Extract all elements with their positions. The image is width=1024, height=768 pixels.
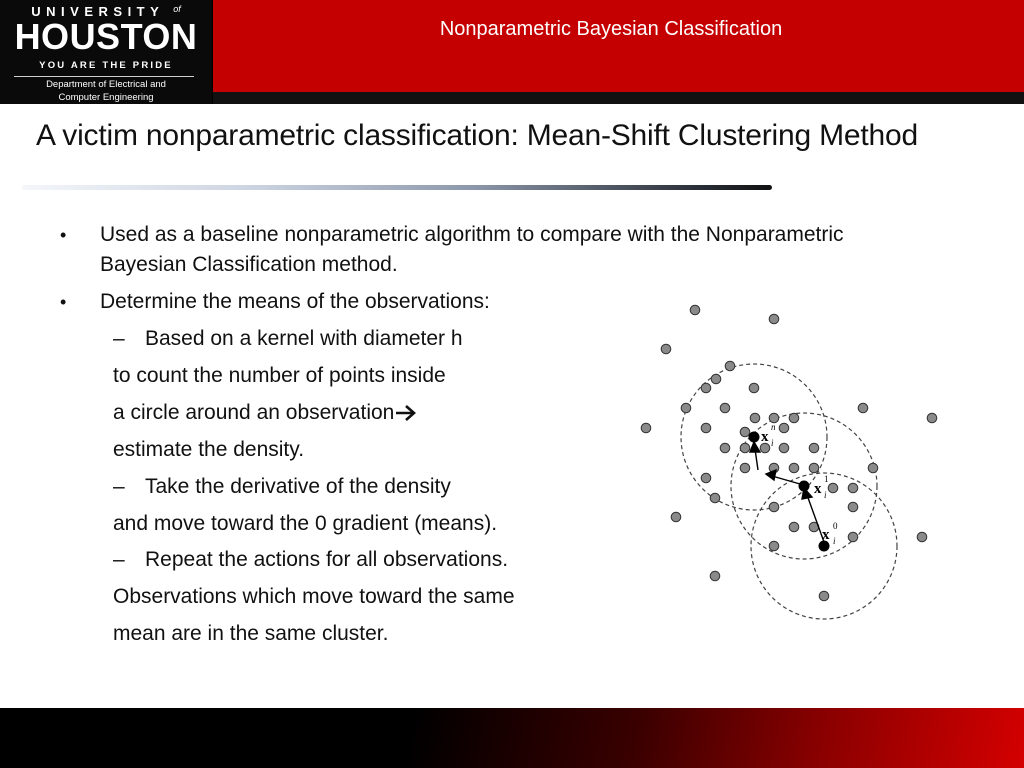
dash-marker: – xyxy=(113,548,125,571)
sub-bullet-2-cont-1: and move toward the 0 gradient (means). xyxy=(113,512,498,535)
observation-point xyxy=(848,483,858,493)
observation-point xyxy=(740,443,750,453)
dash-marker: – xyxy=(113,475,125,498)
observation-point xyxy=(917,532,927,542)
bullet-marker: • xyxy=(60,225,67,245)
sub-bullet-1-cont-3: estimate the density. xyxy=(113,438,305,461)
observation-point xyxy=(848,532,858,542)
label-x-1: x xyxy=(814,481,822,497)
observation-point xyxy=(710,493,720,503)
observation-point xyxy=(701,423,711,433)
observation-point xyxy=(720,443,730,453)
label-sub-i: i xyxy=(833,536,836,546)
observation-point xyxy=(769,502,779,512)
observation-point xyxy=(681,403,691,413)
bullet-marker: • xyxy=(60,292,67,312)
slide-footer xyxy=(0,708,1024,768)
bullet-1-line-2: Bayesian Classification method. xyxy=(100,253,398,276)
label-sub-i: i xyxy=(824,490,827,500)
observation-point xyxy=(819,591,829,601)
observation-point xyxy=(749,383,759,393)
observation-point xyxy=(701,473,711,483)
sub-bullet-2: Take the derivative of the density xyxy=(145,475,451,498)
observation-point xyxy=(779,443,789,453)
observation-point xyxy=(779,423,789,433)
observation-point xyxy=(789,522,799,532)
presentation-title: Nonparametric Bayesian Classification xyxy=(439,18,783,40)
logo-houston-text: HOUSTON xyxy=(14,16,198,57)
label-x-n: x xyxy=(761,429,769,445)
label-sup-1: 1 xyxy=(824,474,829,484)
right-arrow-icon xyxy=(395,404,417,422)
dash-marker: – xyxy=(113,327,125,350)
label-x-0: x xyxy=(822,527,830,543)
observation-point xyxy=(740,427,750,437)
observation-point xyxy=(725,361,735,371)
observation-point xyxy=(868,463,878,473)
observation-point xyxy=(927,413,937,423)
bullet-1-line-1: Used as a baseline nonparametric algorithm to compare with the Nonparametric xyxy=(100,223,844,246)
observation-point xyxy=(740,463,750,473)
sub-bullet-1-cont-1: to count the number of points inside xyxy=(113,364,446,387)
observation-point xyxy=(720,403,730,413)
observation-point xyxy=(641,423,651,433)
mean-shift-diagram xyxy=(630,290,950,630)
shift-arrow-1-to-c xyxy=(772,476,800,484)
observation-point xyxy=(711,374,721,384)
mean-point-xn xyxy=(749,432,760,443)
observation-point xyxy=(789,463,799,473)
shift-point-x1 xyxy=(799,481,810,492)
arrowhead-icon xyxy=(750,442,760,452)
observation-point xyxy=(701,383,711,393)
observation-point xyxy=(750,413,760,423)
label-sup-n: n xyxy=(771,422,776,432)
observation-point xyxy=(690,305,700,315)
arrowhead-icon xyxy=(766,470,776,480)
observation-point xyxy=(661,344,671,354)
department-name: Department of Electrical and Computer Engineering xyxy=(46,79,166,103)
observation-point xyxy=(710,571,720,581)
observation-point xyxy=(769,541,779,551)
sub-bullet-1-cont-2: a circle around an observation xyxy=(113,399,417,427)
logo-university-text: UNIVERSITY $^{of}$ xyxy=(31,4,181,19)
slide-title: A victim nonparametric classification: Mean-Shift Clustering Method xyxy=(36,119,918,152)
observation-point xyxy=(828,483,838,493)
logo-tagline: YOU ARE THE PRIDE xyxy=(39,60,173,71)
sub-bullet-3-cont-2: mean are in the same cluster. xyxy=(113,622,389,645)
label-sup-0: 0 xyxy=(833,521,838,531)
observation-point xyxy=(858,403,868,413)
sub-bullet-3-cont-1: Observations which move toward the same xyxy=(113,585,515,608)
sub-bullet-1: Based on a kernel with diameter h xyxy=(145,327,463,350)
observation-point xyxy=(809,463,819,473)
observation-point xyxy=(848,502,858,512)
observation-point xyxy=(809,443,819,453)
observation-point xyxy=(769,314,779,324)
bullet-2: Determine the means of the observations: xyxy=(100,290,490,313)
observation-point xyxy=(789,413,799,423)
observation-point xyxy=(671,512,681,522)
label-sub-i: i xyxy=(771,438,774,448)
sub-bullet-3: Repeat the actions for all observations. xyxy=(145,548,509,571)
